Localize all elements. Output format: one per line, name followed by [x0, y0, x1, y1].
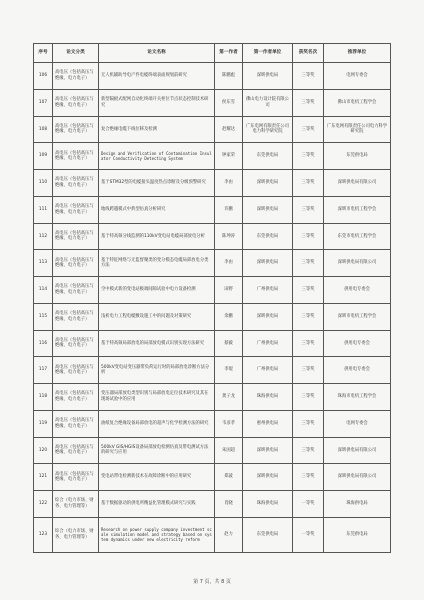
cell-recommender: 深圳供电局有限公司 [324, 437, 391, 464]
cell-recommender: 电网专委会 [324, 63, 391, 90]
cell-rank: 三等奖 [293, 357, 324, 384]
cell-unit: 东莞供电局 [243, 223, 293, 250]
cell-author: 李由 [215, 250, 243, 277]
table-row [34, 116, 391, 143]
cell-author: 侯东雪 [215, 89, 243, 116]
cell-no: 118 [34, 384, 53, 411]
cell-category: 高电压（包括高压与绝缘、电力电子） [53, 277, 99, 304]
cell-recommender: 东莞供电局 [324, 143, 391, 170]
cell-category: 高电压（包括高压与绝缘、电力电子） [53, 63, 99, 90]
table-header-row [34, 44, 391, 63]
cell-unit: 深圳供电局 [243, 170, 293, 197]
cell-author: 余鹏 [215, 303, 243, 330]
cell-category: 高电压（包括高压与绝缘、电力电子） [53, 170, 99, 197]
cell-author: 龚子龙 [215, 384, 243, 411]
cell-recommender: 供用电专委会 [324, 330, 391, 357]
cell-author: 许鹏 [215, 196, 243, 223]
cell-no: 120 [34, 437, 53, 464]
table-row [34, 384, 391, 411]
header-rank: 获奖名次 [293, 44, 324, 63]
table-row [34, 491, 391, 518]
cell-no: 106 [34, 63, 53, 90]
header-unit: 第一作者单位 [243, 44, 293, 63]
cell-category: 高电压（包括高压与绝缘、电力电子） [53, 330, 99, 357]
award-table [33, 43, 391, 553]
cell-author: 朱国超 [215, 437, 243, 464]
cell-no: 109 [34, 143, 53, 170]
table-row [34, 170, 391, 197]
cell-rank: 三等奖 [293, 277, 324, 304]
cell-rank: 三等奖 [293, 223, 324, 250]
cell-no: 113 [34, 250, 53, 277]
cell-unit: 广州供电局 [243, 357, 293, 384]
header-no: 序号 [34, 44, 53, 63]
cell-no: 123 [34, 517, 53, 552]
cell-unit: 深圳供电局 [243, 464, 293, 491]
cell-author: 陈坤涛 [215, 223, 243, 250]
cell-category: 高电压（包括高压与绝缘、电力电子） [53, 437, 99, 464]
cell-rank: 三等奖 [293, 384, 324, 411]
cell-author: 蔡毅 [215, 330, 243, 357]
cell-rank: 三等奖 [293, 143, 324, 170]
cell-recommender: 深圳供电局有限公司 [324, 464, 391, 491]
cell-recommender: 深圳市电机工程学会 [324, 196, 391, 223]
cell-recommender: 深圳市电机工程学会 [324, 303, 391, 330]
cell-category: 高电压（包括高压与绝缘、电力电子） [53, 196, 99, 223]
table-row [34, 89, 391, 116]
cell-recommender: 深圳供电局有限公司 [324, 170, 391, 197]
cell-unit: 广州供电局 [243, 330, 293, 357]
cell-recommender: 珠海市电机工程学会 [324, 384, 391, 411]
cell-rank: 三等奖 [293, 464, 324, 491]
header-recommender: 推荐单位 [324, 44, 391, 63]
header-title: 论文名称 [99, 44, 215, 63]
cell-unit: 珠海供电局 [243, 491, 293, 518]
cell-no: 111 [34, 196, 53, 223]
table-row [34, 437, 391, 464]
cell-recommender: 供用电专委会 [324, 357, 391, 384]
cell-title: 油纸复合绝缘设备局部放电的超声与化学检测方法的研究 [99, 410, 215, 437]
cell-author: 陈鹏彪 [215, 63, 243, 90]
cell-title: 新型隔板式配网自动化终端开关柜位节点状态控制技术研究 [99, 89, 215, 116]
cell-recommender: 广东电网有限责任公司电力科学研究院 [324, 116, 391, 143]
cell-title: 基于特高频分线监测的110kV变电站电缆局部放电分析 [99, 223, 215, 250]
table-row [34, 303, 391, 330]
cell-author: 赵力 [215, 517, 243, 552]
cell-title: Research on power supply company investment scale simulation model and strategy based on system dynamics under new electricity reform [99, 517, 215, 552]
cell-rank: 一等奖 [293, 517, 324, 552]
cell-author: 韦彦孝 [215, 410, 243, 437]
table-row [34, 143, 391, 170]
cell-unit: 珠海供电局 [243, 384, 293, 411]
cell-no: 117 [34, 357, 53, 384]
cell-title: 500kV变电站变压器带负荷运行时的局部放电诊断方法分析 [99, 357, 215, 384]
cell-recommender: 东莞供电局 [324, 517, 391, 552]
cell-author: 郑波 [215, 464, 243, 491]
cell-unit: 广州供电局 [243, 277, 293, 304]
cell-no: 119 [34, 410, 53, 437]
cell-category: 高电压（包括高压与绝缘、电力电子） [53, 410, 99, 437]
cell-title: 地线跨越模式中典型仿真分析研究 [99, 196, 215, 223]
cell-rank: 三等奖 [293, 63, 324, 90]
cell-category: 高电压（包括高压与绝缘、电力电子） [53, 303, 99, 330]
cell-rank: 三等奖 [293, 330, 324, 357]
table-row [34, 223, 391, 250]
cell-title: Design and Verification of Contamination Insulator Conductivity Detecting System [99, 143, 215, 170]
cell-recommender: 电网专委会 [324, 410, 391, 437]
table-row [34, 357, 391, 384]
cell-title: 浅析电力工程电缆敷设施工中的问题及对策研究 [99, 303, 215, 330]
table-row [34, 250, 391, 277]
cell-recommender: 珠海供电局 [324, 491, 391, 518]
cell-title: 基于数据驱动的供电所精益化管理模式研究与实践 [99, 491, 215, 518]
header-category: 论文分类 [53, 44, 99, 63]
cell-category: 高电压（包括高压与绝缘、电力电子） [53, 357, 99, 384]
cell-category: 高电压（包括高压与绝缘、电力电子） [53, 89, 99, 116]
cell-no: 114 [34, 277, 53, 304]
cell-unit: 深圳供电局 [243, 437, 293, 464]
cell-unit: 东莞供电局 [243, 517, 293, 552]
cell-title: 基于特高频局部放电的局部放电模式识别实现方法研究 [99, 330, 215, 357]
cell-unit: 广东电网有限责任公司电力科学研究院 [243, 116, 293, 143]
cell-unit: 深圳供电局 [243, 303, 293, 330]
cell-recommender: 佛山市电机工程学会 [324, 89, 391, 116]
cell-rank: 一等奖 [293, 491, 324, 518]
cell-rank: 三等奖 [293, 170, 324, 197]
cell-rank: 三等奖 [293, 410, 324, 437]
table-row [34, 517, 391, 552]
cell-rank: 三等奖 [293, 116, 324, 143]
cell-rank: 三等奖 [293, 303, 324, 330]
cell-unit: 深圳供电局 [243, 63, 293, 90]
cell-rank: 三等奖 [293, 196, 324, 223]
table-row [34, 410, 391, 437]
cell-no: 121 [34, 464, 53, 491]
cell-title: 空中模式新的变电站极端间隙试验中电力设备检测 [99, 277, 215, 304]
cell-category: 高电压（包括高压与绝缘、电力电子） [53, 384, 99, 411]
cell-no: 110 [34, 170, 53, 197]
cell-title: 基于特征网络与无监督聚类的变分模态电缆局部放电分类方法 [99, 250, 215, 277]
table-row [34, 330, 391, 357]
cell-category: 综合（电力市场、财务、电力管理等） [53, 491, 99, 518]
cell-rank: 三等奖 [293, 437, 324, 464]
cell-title: 变压器局部放电类型识别与局部放电定位技术研究及其在现场试验中的应用 [99, 384, 215, 411]
table-row [34, 277, 391, 304]
cell-no: 115 [34, 303, 53, 330]
cell-no: 112 [34, 223, 53, 250]
cell-unit: 深圳供电局 [243, 250, 293, 277]
cell-author: 李由 [215, 170, 243, 197]
cell-recommender: 供用电专委会 [324, 277, 391, 304]
cell-title: 无人机辅助导电产件电缆终端表面规划前研究 [99, 63, 215, 90]
cell-author: 田野 [215, 277, 243, 304]
cell-category: 高电压（包括高压与绝缘、电力电子） [53, 143, 99, 170]
cell-category: 高电压（包括高压与绝缘、电力电子） [53, 464, 99, 491]
cell-no: 108 [34, 116, 53, 143]
cell-author: 肖晓 [215, 491, 243, 518]
cell-rank: 三等奖 [293, 89, 324, 116]
cell-rank: 三等奖 [293, 250, 324, 277]
cell-unit: 深圳供电局 [243, 196, 293, 223]
cell-title: 复合绝缘电缆下线位移及检测 [99, 116, 215, 143]
cell-no: 116 [34, 330, 53, 357]
table-row [34, 464, 391, 491]
cell-unit: 东莞供电局 [243, 143, 293, 170]
cell-recommender: 深圳供电局有限公司 [324, 250, 391, 277]
cell-category: 综合（电力市场、财务、电力管理等） [53, 517, 99, 552]
cell-title: 500kV GIS/HGIS设备局部放电检测仿真及带电测试方法的研究与应用 [99, 437, 215, 464]
page-footer: 第 7 页，共 8 页 [193, 579, 231, 585]
cell-no: 107 [34, 89, 53, 116]
header-author: 第一作者 [215, 44, 243, 63]
cell-category: 高电压（包括高压与绝缘、电力电子） [53, 250, 99, 277]
table-row [34, 196, 391, 223]
cell-title: 变电站带电检测新技术在故障诊断中的应用研究 [99, 464, 215, 491]
cell-category: 高电压（包括高压与绝缘、电力电子） [53, 223, 99, 250]
table-row [34, 63, 391, 90]
cell-unit: 佛山电力设计院有限公司 [243, 89, 293, 116]
cell-category: 高电压（包括高压与绝缘、电力电子） [53, 116, 99, 143]
cell-title: 基于STM32型的电缆接头温度热点诊断及分级预警研究 [99, 170, 215, 197]
cell-author: 李琨 [215, 357, 243, 384]
cell-recommender: 东莞市电机工程学会 [324, 223, 391, 250]
cell-author: 赵耀达 [215, 116, 243, 143]
cell-author: 钟家荣 [215, 143, 243, 170]
cell-no: 122 [34, 491, 53, 518]
cell-unit: 惠州供电局 [243, 410, 293, 437]
